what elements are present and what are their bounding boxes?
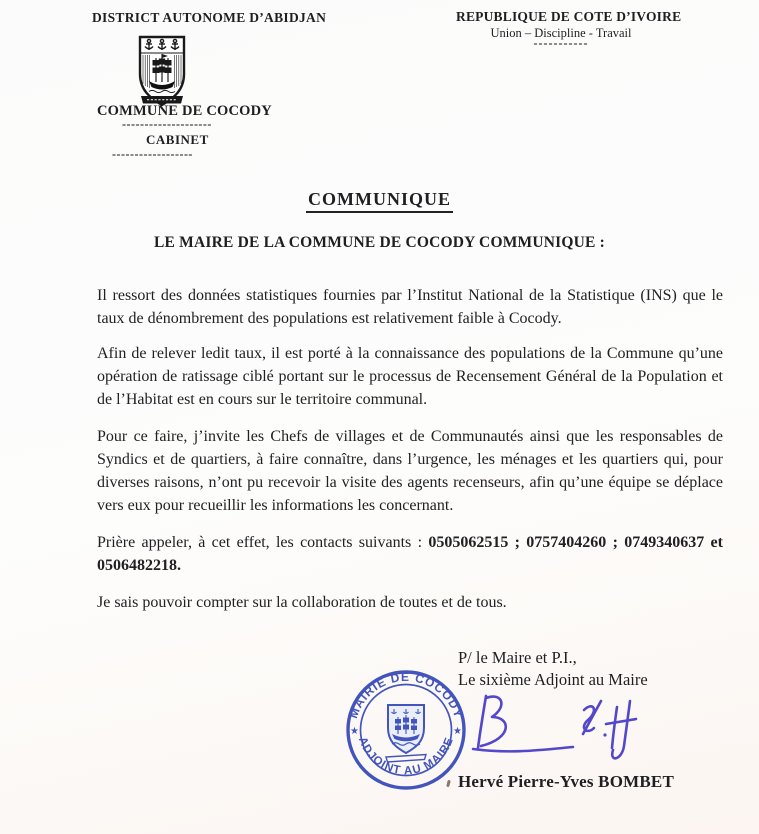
contact-phone-numbers: 0505062515 ; 0757404260 ; 0749340637 et 0506482218.	[97, 534, 723, 574]
cabinet-label: CABINET	[146, 132, 209, 147]
republic-title: REPUBLIQUE DE COTE D’IVOIRE	[456, 9, 682, 24]
divider-dashes-bottom: ------------------	[112, 147, 193, 161]
signature-capacity-line: P/ le Maire et P.I.,	[458, 648, 577, 667]
signature-role-line: Le sixième Adjoint au Maire	[458, 670, 648, 689]
signatory-name: Hervé Pierre-Yves BOMBET	[458, 772, 674, 791]
paragraph-contacts	[97, 531, 723, 577]
handwritten-signature	[466, 688, 651, 773]
divider-dashes-top: --------------------	[122, 117, 212, 131]
stamp-top-text: MAIRIE DE COCODY	[346, 669, 466, 721]
document-title	[0, 189, 759, 213]
stamp-shield-ship-icon	[386, 705, 426, 762]
district-title: DISTRICT AUTONOME D’ABIDJAN	[92, 10, 327, 25]
stamp-star-left-icon: ★	[350, 726, 359, 737]
cocody-coat-of-arms-icon	[136, 34, 188, 112]
mayor-office-stamp	[344, 668, 468, 792]
stamp-star-right-icon: ★	[453, 726, 462, 737]
national-motto: Union – Discipline - Travail	[490, 26, 632, 40]
document-subtitle: LE MAIRE DE LA COMMUNE DE COCODY COMMUNIQUE :	[153, 234, 606, 251]
paragraph-operation: Afin de relever ledit taux, il est porté à la connaissance des populations de la Commune qu’une opération de ratissage ciblé portant sur le processus de Recensement Général de la Population et de l’Habitat est en cours sur le territoire communal.	[97, 345, 723, 408]
paragraph-invitation: Pour ce faire, j’invite les Chefs de villages et de Communautés ainsi que les responsables de Syndics et de quartiers, à faire connaître, dans l’urgence, les ménages et les quartiers qui, pour diverses raisons, n’ont pu recevoir la visite des agents recenseurs, afin qu’une équipe se déplace vers eux pour recueillir les informations les concernant.	[97, 428, 723, 514]
commune-title: COMMUNE DE COCODY	[97, 103, 272, 119]
contacts-prefix: Prière appeler, à cet effet, les contacts suivants :	[97, 534, 429, 551]
paragraph-statistics: Il ressort des données statistiques fournies par l’Institut National de la Statistique (INS) que le taux de dénombrement des populations est relativement faible à Cocody.	[97, 287, 723, 327]
document-title-text: COMMUNIQUE	[306, 189, 453, 213]
paragraph-closing: Je sais pouvoir compter sur la collaboration de toutes et de tous.	[97, 594, 507, 611]
stamp-bottom-text: ADJOINT AU MAIRE	[355, 735, 457, 778]
divider-dashes-right: -----------	[533, 36, 589, 50]
